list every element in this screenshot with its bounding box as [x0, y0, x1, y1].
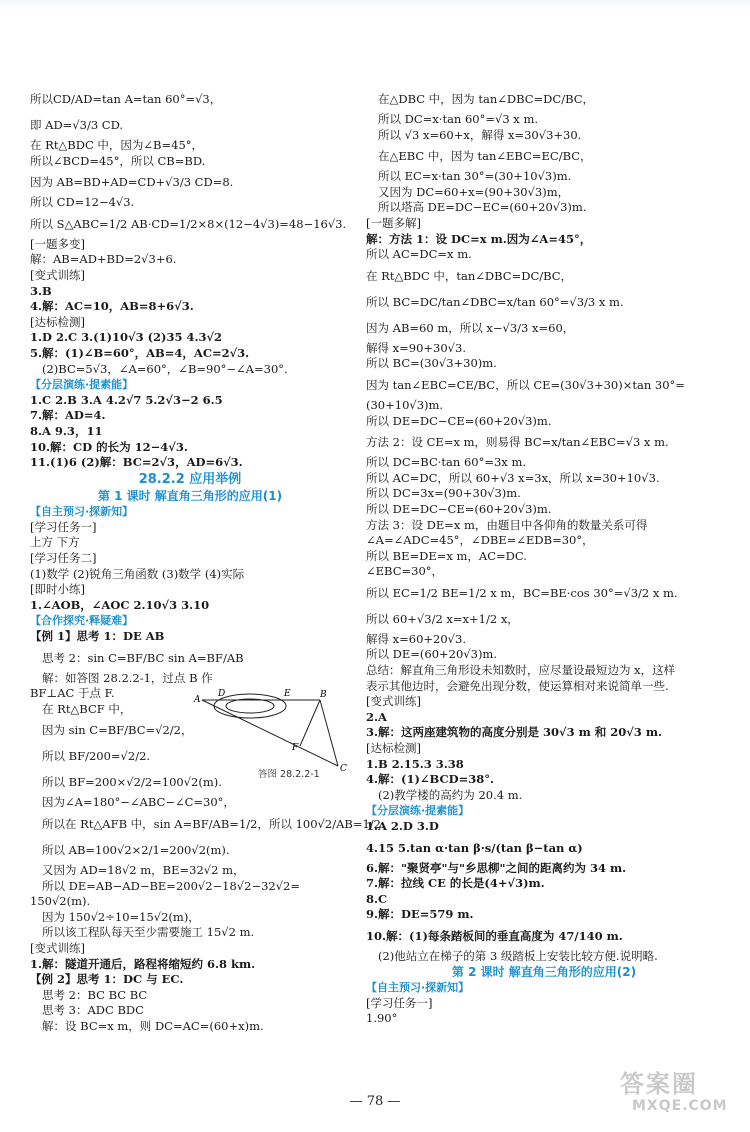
text-line: 所以 DE=(60+20√3)m. — [366, 647, 497, 662]
text-line: 所以 BC=(30√3+30)m. — [366, 356, 497, 371]
text-line: 所以 DE=DC−CE=(60+20√3)m. — [366, 501, 552, 516]
text-line: 4.15 5.tan α·tan β·s/(tan β−tan α) — [366, 840, 583, 855]
text-line: 因为 AB=60 m，所以 x−√3/3 x=60， — [366, 320, 575, 335]
figure-label: A — [194, 695, 201, 705]
text-line: 所以CD/AD=tan A=tan 60°=√3， — [30, 92, 222, 106]
text-line: ∠A=∠ADC=45°，∠DBE=∠EDB=30°， — [366, 533, 594, 548]
text-line: [即时小练] — [30, 582, 85, 597]
text-line: 2.A — [366, 709, 387, 724]
figure-line-bc — [320, 700, 338, 766]
text-line: 在△EBC 中，因为 tan∠EBC=EC/BC， — [378, 149, 592, 164]
text-line: [变式训练] — [366, 694, 421, 709]
text-line: 所以 CD=12−4√3. — [30, 195, 135, 210]
text-line: 1.C 2.B 3.A 4.2√7 5.2√3−2 6.5 — [30, 392, 223, 407]
text-line: 又因为 DC=60+x=(90+30√3)m， — [378, 184, 570, 199]
text-line: 所以 BC=DC/tan∠DBC=x/tan 60°=√3/3 x m. — [366, 294, 624, 309]
text-line: 因为 tan∠EBC=CE/BC，所以 CE=(30√3+30)×tan 30°= — [366, 377, 685, 392]
text-line: 所以 √3 x=60+x，解得 x=30√3+30. — [378, 127, 582, 142]
watermark-url: MXQE.COM — [632, 1098, 728, 1114]
text-line: 所以 60+√3/2 x=x+1/2 x， — [366, 611, 519, 626]
text-line: 上方 下方 — [30, 535, 80, 550]
text-line: 解得 x=90+30√3. — [366, 340, 466, 355]
text-line: 即 AD=√3/3 CD. — [30, 118, 124, 132]
text-line: 所以该工程队每天至少需要施工 15√2 m. — [42, 925, 255, 940]
figure-label: B — [320, 690, 327, 700]
text-line: 4.解：AC=10，AB=8+6√3. — [30, 299, 194, 314]
lesson-title: 第 1 课时 解直角三角形的应用(1) — [97, 488, 283, 503]
text-line: 所以 S△ABC=1/2 AB·CD=1/2×8×(12−4√3)=48−16√3. — [30, 216, 347, 231]
text-line: 7.解：拉线 CE 的长是(4+√3)m. — [366, 876, 545, 891]
text-line: 【例 2】思考 1：DC 与 EC. — [30, 972, 184, 987]
text-line: 因为∠A=180°−∠ABC−∠C=30°， — [42, 795, 235, 810]
text-line: 方法 3：设 DE=x m，由题目中各仰角的数量关系可得 — [366, 517, 648, 532]
figure-label: E — [284, 689, 291, 699]
text-line: 所以 BE=DE=x m，AC=DC. — [366, 548, 527, 563]
text-line: [学习任务一] — [366, 995, 433, 1010]
text-line: [一题多变] — [30, 236, 85, 251]
text-line: 所以 AC=DC，所以 60+√3 x=3x，所以 x=30+10√3. — [366, 470, 660, 485]
text-line: 8.A 9.3，11 — [30, 423, 103, 438]
figure-label: D — [218, 689, 226, 699]
lesson-title: 第 2 课时 解直角三角形的应用(2) — [451, 964, 637, 979]
text-line: 方法 2：设 CE=x m，则易得 BC=x/tan∠EBC=√3 x m. — [366, 435, 669, 450]
text-line: [达标检测] — [366, 741, 421, 756]
text-line: 11.(1)6 (2)解：BC=2√3，AD=6√3. — [30, 455, 243, 470]
text-line: 在 Rt△BDC 中，tan∠DBC=DC/BC， — [366, 268, 573, 283]
text-line: 150√2(m). — [30, 894, 91, 909]
text-line: 1.90° — [366, 1011, 398, 1026]
figure-label: C — [340, 764, 347, 774]
text-line: ∠EBC=30°， — [366, 564, 444, 579]
section-heading: 28.2.2 应用举例 — [138, 471, 242, 487]
text-line: (2)BC=5√3，∠A=60°，∠B=90°−∠A=30°. — [42, 361, 288, 376]
section-tag-label: 【合作探究·释疑难】 — [30, 614, 134, 628]
text-line: 所以 DE=DC−CE=(60+20√3)m. — [366, 413, 552, 428]
text-line: 所以 DC=3x=(90+30√3)m. — [366, 486, 521, 501]
answer-figure-28-2-2-1 — [194, 688, 350, 774]
text-line: 1.A 2.D 3.D — [366, 819, 439, 833]
text-line: 4.解：(1)∠BCD=38°. — [366, 772, 494, 787]
text-line: 【例 1】思考 1：DE AB — [30, 629, 165, 644]
page-top-edge — [0, 0, 750, 10]
text-line: 1.解：隧道开通后，路程将缩短约 6.8 km. — [30, 956, 256, 971]
text-line: 10.解：CD 的长为 12−4√3. — [30, 439, 188, 454]
section-tag — [366, 980, 722, 996]
text-line: 在△DBC 中，因为 tan∠DBC=DC/BC， — [378, 92, 595, 106]
text-line: 5.解：(1)∠B=60°，AB=4，AC=2√3. — [30, 345, 250, 360]
section-tag-label: 【自主预习·探新知】 — [366, 981, 470, 995]
section-tag — [30, 504, 350, 520]
watermark-logo: 答案圈 — [620, 1070, 698, 1098]
figure-line-bf — [300, 700, 320, 746]
section-tag — [366, 803, 722, 819]
text-line: 1.D 2.C 3.(1)10√3 (2)35 4.3√2 — [30, 330, 223, 345]
text-line: 1.B 2.15.3 3.38 — [366, 756, 464, 771]
text-line: 因为 150√2÷10=15√2(m)， — [42, 909, 200, 924]
text-line: 思考 2：BC BC BC — [42, 987, 148, 1002]
text-line: 10.解：(1)每条踏板间的垂直高度为 47/140 m. — [366, 928, 623, 943]
text-line: 7.解：AD=4. — [30, 408, 106, 423]
text-line: 思考 3：ADC BDC — [42, 1003, 144, 1018]
text-line: 解：AB=AD+BD=2√3+6. — [30, 252, 177, 267]
section-tag — [30, 377, 350, 393]
section-tag-label: 【分层演练·提素能】 — [30, 378, 134, 392]
text-line: 所以 AB=100√2×2/1=200√2(m). — [42, 843, 230, 857]
text-line: 表示其他边时，会避免出现分数，使运算相对来说简单一些. — [366, 678, 669, 693]
text-line: 所以 BF/200=√2/2. — [42, 749, 151, 764]
text-line: [学习任务一] — [30, 519, 97, 534]
text-line: 9.解：DE=579 m. — [366, 907, 474, 922]
text-line: 在 Rt△BDC 中，因为∠B=45°， — [30, 138, 204, 152]
text-line: 因为 sin C=BF/BC=√2/2， — [42, 723, 193, 738]
text-line: 解：如答图 28.2.2-1，过点 B 作 — [42, 670, 213, 685]
text-line: 在 Rt△BCF 中， — [42, 701, 132, 716]
text-line: 所以 BF=200×√2/2=100√2(m). — [42, 775, 222, 790]
text-line: 思考 2：sin C=BF/BC sin A=BF/AB — [42, 650, 244, 665]
section-tag-label: 【分层演练·提素能】 — [366, 804, 470, 818]
figure-label: F — [292, 743, 299, 753]
text-line: 3.解：这两座建筑物的高度分别是 30√3 m 和 20√3 m. — [366, 725, 662, 740]
text-line: [一题多解] — [366, 215, 421, 230]
text-line: 8.C — [366, 891, 388, 906]
text-line: 所以 DE=AB−AD−BE=200√2−18√2−32√2= — [42, 878, 300, 893]
text-line: 所以 AC=DC=x m. — [366, 247, 472, 262]
text-line: (1)数学 (2)锐角三角函数 (3)数学 (4)实际 — [30, 566, 245, 581]
section-tag-label: 【自主预习·探新知】 — [30, 505, 134, 519]
text-line: BF⊥AC 于点 F. — [30, 686, 115, 701]
text-line: 所以 EC=x·tan 30°=(30+10√3)m. — [378, 169, 572, 184]
text-line: 1.∠AOB，∠AOC 2.10√3 3.10 — [30, 597, 210, 612]
text-line: [变式训练] — [30, 267, 85, 282]
text-line: [学习任务二] — [30, 551, 97, 566]
text-line: 所以塔高 DE=DC−EC=(60+20√3)m. — [378, 200, 587, 215]
text-line: 所以在 Rt△AFB 中，sin A=BF/AB=1/2，所以 100√2/AB=1/2. — [42, 817, 385, 831]
figure-caption: 答图 28.2.2-1 — [258, 769, 320, 780]
text-line: 解得 x=60+20√3. — [366, 631, 466, 646]
figure-inner-ellipse — [226, 699, 274, 713]
text-line: (2)教学楼的高约为 20.4 m. — [378, 787, 523, 802]
text-line: 3.B — [30, 283, 52, 298]
text-line: 又因为 AD=18√2 m，BE=32√2 m， — [42, 863, 245, 877]
text-line: (30+10√3)m. — [366, 397, 444, 412]
text-line: 因为 AB=BD+AD=CD+√3/3 CD=8. — [30, 175, 234, 190]
right-column — [366, 86, 722, 1027]
text-line: 所以 DC=x·tan 60°=√3 x m. — [378, 112, 539, 126]
text-line: 所以 DC=BC·tan 60°=3x m. — [366, 455, 527, 470]
text-line: [变式训练] — [30, 940, 85, 955]
text-line: 解：设 BC=x m，则 DC=AC=(60+x)m. — [42, 1018, 264, 1033]
text-line: 所以∠BCD=45°，所以 CB=BD. — [30, 153, 206, 168]
text-line: [达标检测] — [30, 314, 85, 329]
section-tag — [30, 613, 350, 629]
text-line: (2)他站立在梯子的第 3 级踏板上安装比较方便.说明略. — [378, 948, 658, 963]
text-line: 总结：解直角三角形设未知数时，应尽量设最短边为 x，这样 — [366, 663, 676, 678]
text-line: 6.解："聚贤亭"与"乡思柳"之间的距离约为 34 m. — [366, 860, 627, 875]
text-line: 解：方法 1：设 DC=x m.因为∠A=45°， — [366, 231, 592, 246]
page-number: — 78 — — [349, 1094, 401, 1109]
text-line: 所以 EC=1/2 BE=1/2 x m，BC=BE·cos 30°=√3/2 x m. — [366, 585, 678, 600]
